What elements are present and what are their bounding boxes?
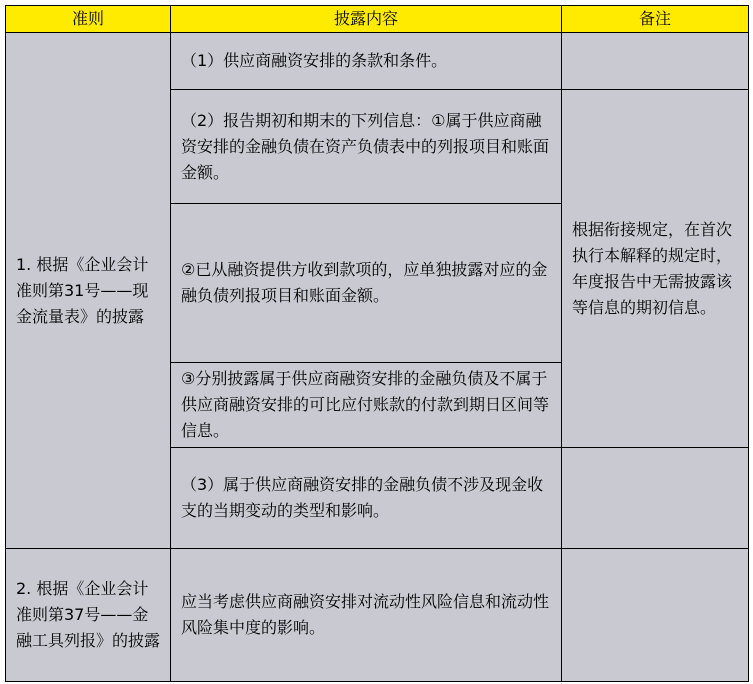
- content-cell: （2）报告期初和期末的下列信息：①属于供应商融资安排的金融负债在资产负债表中的列报项目和账面金额。: [171, 90, 562, 204]
- header-content: 披露内容: [171, 6, 562, 33]
- remark-cell-empty: [562, 33, 749, 90]
- header-row: [6, 6, 749, 33]
- content-cell: ③分别披露属于供应商融资安排的金融负债及不属于供应商融资安排的可比应付账款的付款到期日区间等信息。: [171, 363, 562, 448]
- content-cell: ②已从融资提供方收到款项的，应单独披露对应的金融负债列报项目和账面金额。: [171, 204, 562, 363]
- remark-cell-empty: [562, 549, 749, 682]
- content-cell: （3）属于供应商融资安排的金融负债不涉及现金收支的当期变动的类型和影响。: [171, 448, 562, 549]
- header-standard: 准则: [6, 6, 171, 33]
- standard-cell-31: 1. 根据《企业会计准则第31号——现金流量表》的披露: [6, 33, 171, 549]
- standard-cell-37: 2. 根据《企业会计准则第37号——金融工具列报》的披露: [6, 549, 171, 682]
- content-cell: 应当考虑供应商融资安排对流动性风险信息和流动性风险集中度的影响。: [171, 549, 562, 682]
- remark-cell-empty: [562, 448, 749, 549]
- remark-cell: 根据衔接规定，在首次执行本解释的规定时，年度报告中无需披露该等信息的期初信息。: [562, 90, 749, 448]
- table-row: [6, 549, 749, 682]
- table-row: [6, 33, 749, 90]
- header-remark: 备注: [562, 6, 749, 33]
- disclosure-table: [5, 5, 749, 682]
- content-cell: （1）供应商融资安排的条款和条件。: [171, 33, 562, 90]
